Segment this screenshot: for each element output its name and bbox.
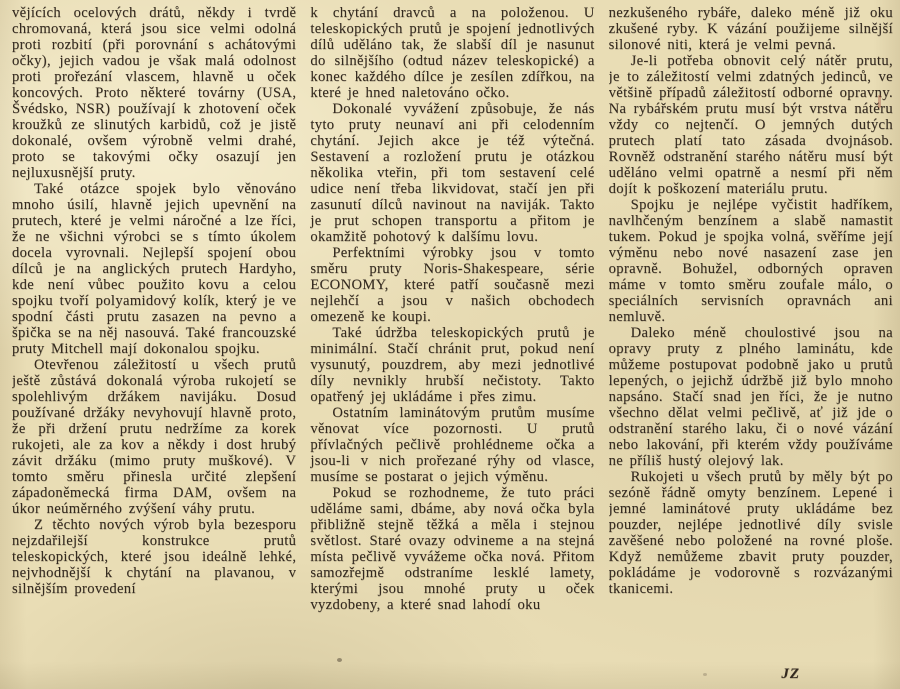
paragraph: Je-li potřeba obnovit celý nátěr prutu, je to záležitostí velmi zdatných jedinců, ve většině případů záležitostí odborné opravny. Na rybářském prutu musí být vrstva nátěru vždy co nejtenčí. O jemných dutých prutech platí tato zásada dvojnásob. Rovněž odstranění starého nátěru musí být uděláno velmi opatrně a nesmí při něm dojít k poškození materiálu prutu. xyxy=(608,53,893,197)
paragraph: Ostatním laminátovým prutům musíme věnovat více pozornosti. U prutů přívlačných pečlivě prohlédneme očka a jsou-li v nich prořezané rýhy od vlasce, musíme se postarat o jejich výměnu. xyxy=(310,405,595,485)
paragraph: nezkušeného rybáře, daleko méně již oku zkušené ryby. K vázání použijeme silnější silonové niti, která je velmi pevná. xyxy=(608,5,893,53)
paragraph: Pokud se rozhodneme, že tuto práci uděláme sami, dbáme, aby nová očka byla přibližně stejně těžká a měla i stejnou světlost. Staré ovazy odvineme a na stejná místa pečlivě vyvážeme očka nová. Přitom samozřejmě odstraníme lesklé lamety, kterými jsou mnohé pruty u oček vyzdobeny, a které snad lahodí oku xyxy=(310,485,595,613)
paragraph: Také údržba teleskopických prutů je minimální. Stačí chránit prut, pokud není vysunutý, pouzdrem, aby mezi jednotlivé díly nevnikly hrubší nečistoty. Takto opatřený jej ukládáme i přes zimu. xyxy=(310,325,595,405)
ink-speck xyxy=(703,673,707,676)
ink-speck xyxy=(337,658,342,662)
paragraph: Z těchto nových výrob byla bezesporu nejzdařilejší konstrukce prutů teleskopických, které jsou ideálně lehké, nejvhodnější k chytání na plavanou, v silnějším provedení xyxy=(12,517,297,597)
paper-stain xyxy=(878,95,881,108)
paragraph: Také otázce spojek bylo věnováno mnoho úsilí, hlavně jejich upevnění na prutech, které je velmi náročné a lze říci, že ne všichni výrobci se s tímto úkolem docela vyrovnali. Nejlepší spojení obou dílců je na anglických prutech Hardyho, kde není vůbec použito kovu a celou spojku tvoří polyamidový kolík, který je ve spodní části prutu zasazen na pevno a špička se na něj nasouvá. Také francouzské pruty Mitchell mají dokonalou spojku. xyxy=(12,181,297,357)
paragraph: Dokonalé vyvážení způsobuje, že nás tyto pruty neunaví ani při celodenním chytání. Jejich akce je též výtečná. Sestavení a rozložení prutu je otázkou několika vteřin, při tom sestavení celé udice není třeba likvidovat, stačí jen při zasunutí dílců navinout na naviják. Takto je prut schopen transportu a přitom je okamžitě pohotový k dalšímu lovu. xyxy=(310,101,595,245)
paragraph: Otevřenou záležitostí u všech prutů ještě zůstává dokonalá výroba rukojetí se spolehlivým držákem navijáku. Dosud používané držáky nevyhovují hlavně proto, že při držení prutu nedržíme za korek rukojeti, ale za kov a někdy i dost hrubý závit držáku (mimo pruty muškové). V tomto směru přinesla určité zlepšení západoněmecká firma DAM, ovšem na úkor neúměrného zvýšení váhy prutu. xyxy=(12,357,297,517)
paragraph: Rukojeti u všech prutů by měly být po sezóně řádně omyty benzínem. Lepené i jemné laminátové pruty ukládáme bez pouzder, nejlépe jednotlivé díly svisle zavěšené nebo položené na rovné ploše. Když nemůžeme zbavit pruty pouzder, pokládáme je vodorovně s rozvázanými tkanicemi. xyxy=(608,469,893,597)
paragraph: vějících ocelových drátů, někdy i tvrdě chromovaná, která jsou sice velmi odolná proti rozbití (při porovnání s achátovými očky), jejich vadou je však malá odolnost proti prořezání vlascem, hlavně u oček koncových. Proto některé továrny (USA, Švédsko, NSR) používají k zhotovení oček kroužků ze slinutých karbidů, což je jistě dokonalé, ovšem výrobně velmi drahé, proto se takovými očky osazují jen nejluxusnější pruty. xyxy=(12,5,297,181)
text-column-2 xyxy=(310,5,594,685)
text-column-3 xyxy=(609,5,893,685)
text-columns xyxy=(12,5,893,685)
paragraph: Daleko méně choulostivé jsou na opravy pruty z plného laminátu, kde můžeme postupovat podobně jako u prutů lepených, o jejichž údržbě již bylo mnoho napsáno. Stačí snad jen říci, že je nutno všechno dělat velmi pečlivě, ať již jde o odstranění starého laku, či o nové vázání nebo lakování, při kterém vždy používáme ne příliš hustý olejový lak. xyxy=(608,325,893,469)
paragraph: Spojku je nejlépe vyčistit hadříkem, navlhčeným benzínem a slabě namastit tukem. Pokud je spojka volná, svěříme její výměnu nebo nové nasazení zase jen opravně. Bohužel, odborných opraven máme v tomto směru zoufale málo, o speciálních servisních opravnách ani nemluvě. xyxy=(608,197,893,325)
paragraph: Perfektními výrobky jsou v tomto směru pruty Noris-Shakespeare, série ECONOMY, které patří současně mezi nejlehčí a jsou v našich obchodech omezeně ke koupi. xyxy=(310,245,595,325)
text-column-1 xyxy=(12,5,296,685)
author-signature: JZ xyxy=(781,666,800,682)
paragraph: k chytání dravců a na položenou. U teleskopických prutů je spojení jednotlivých dílů uděláno tak, že slabší díl je nasunut do silnějšího (odtud název teleskopické) a konec každého dílce je zesílen zdířkou, na které je hned naletováno očko. xyxy=(310,5,595,101)
